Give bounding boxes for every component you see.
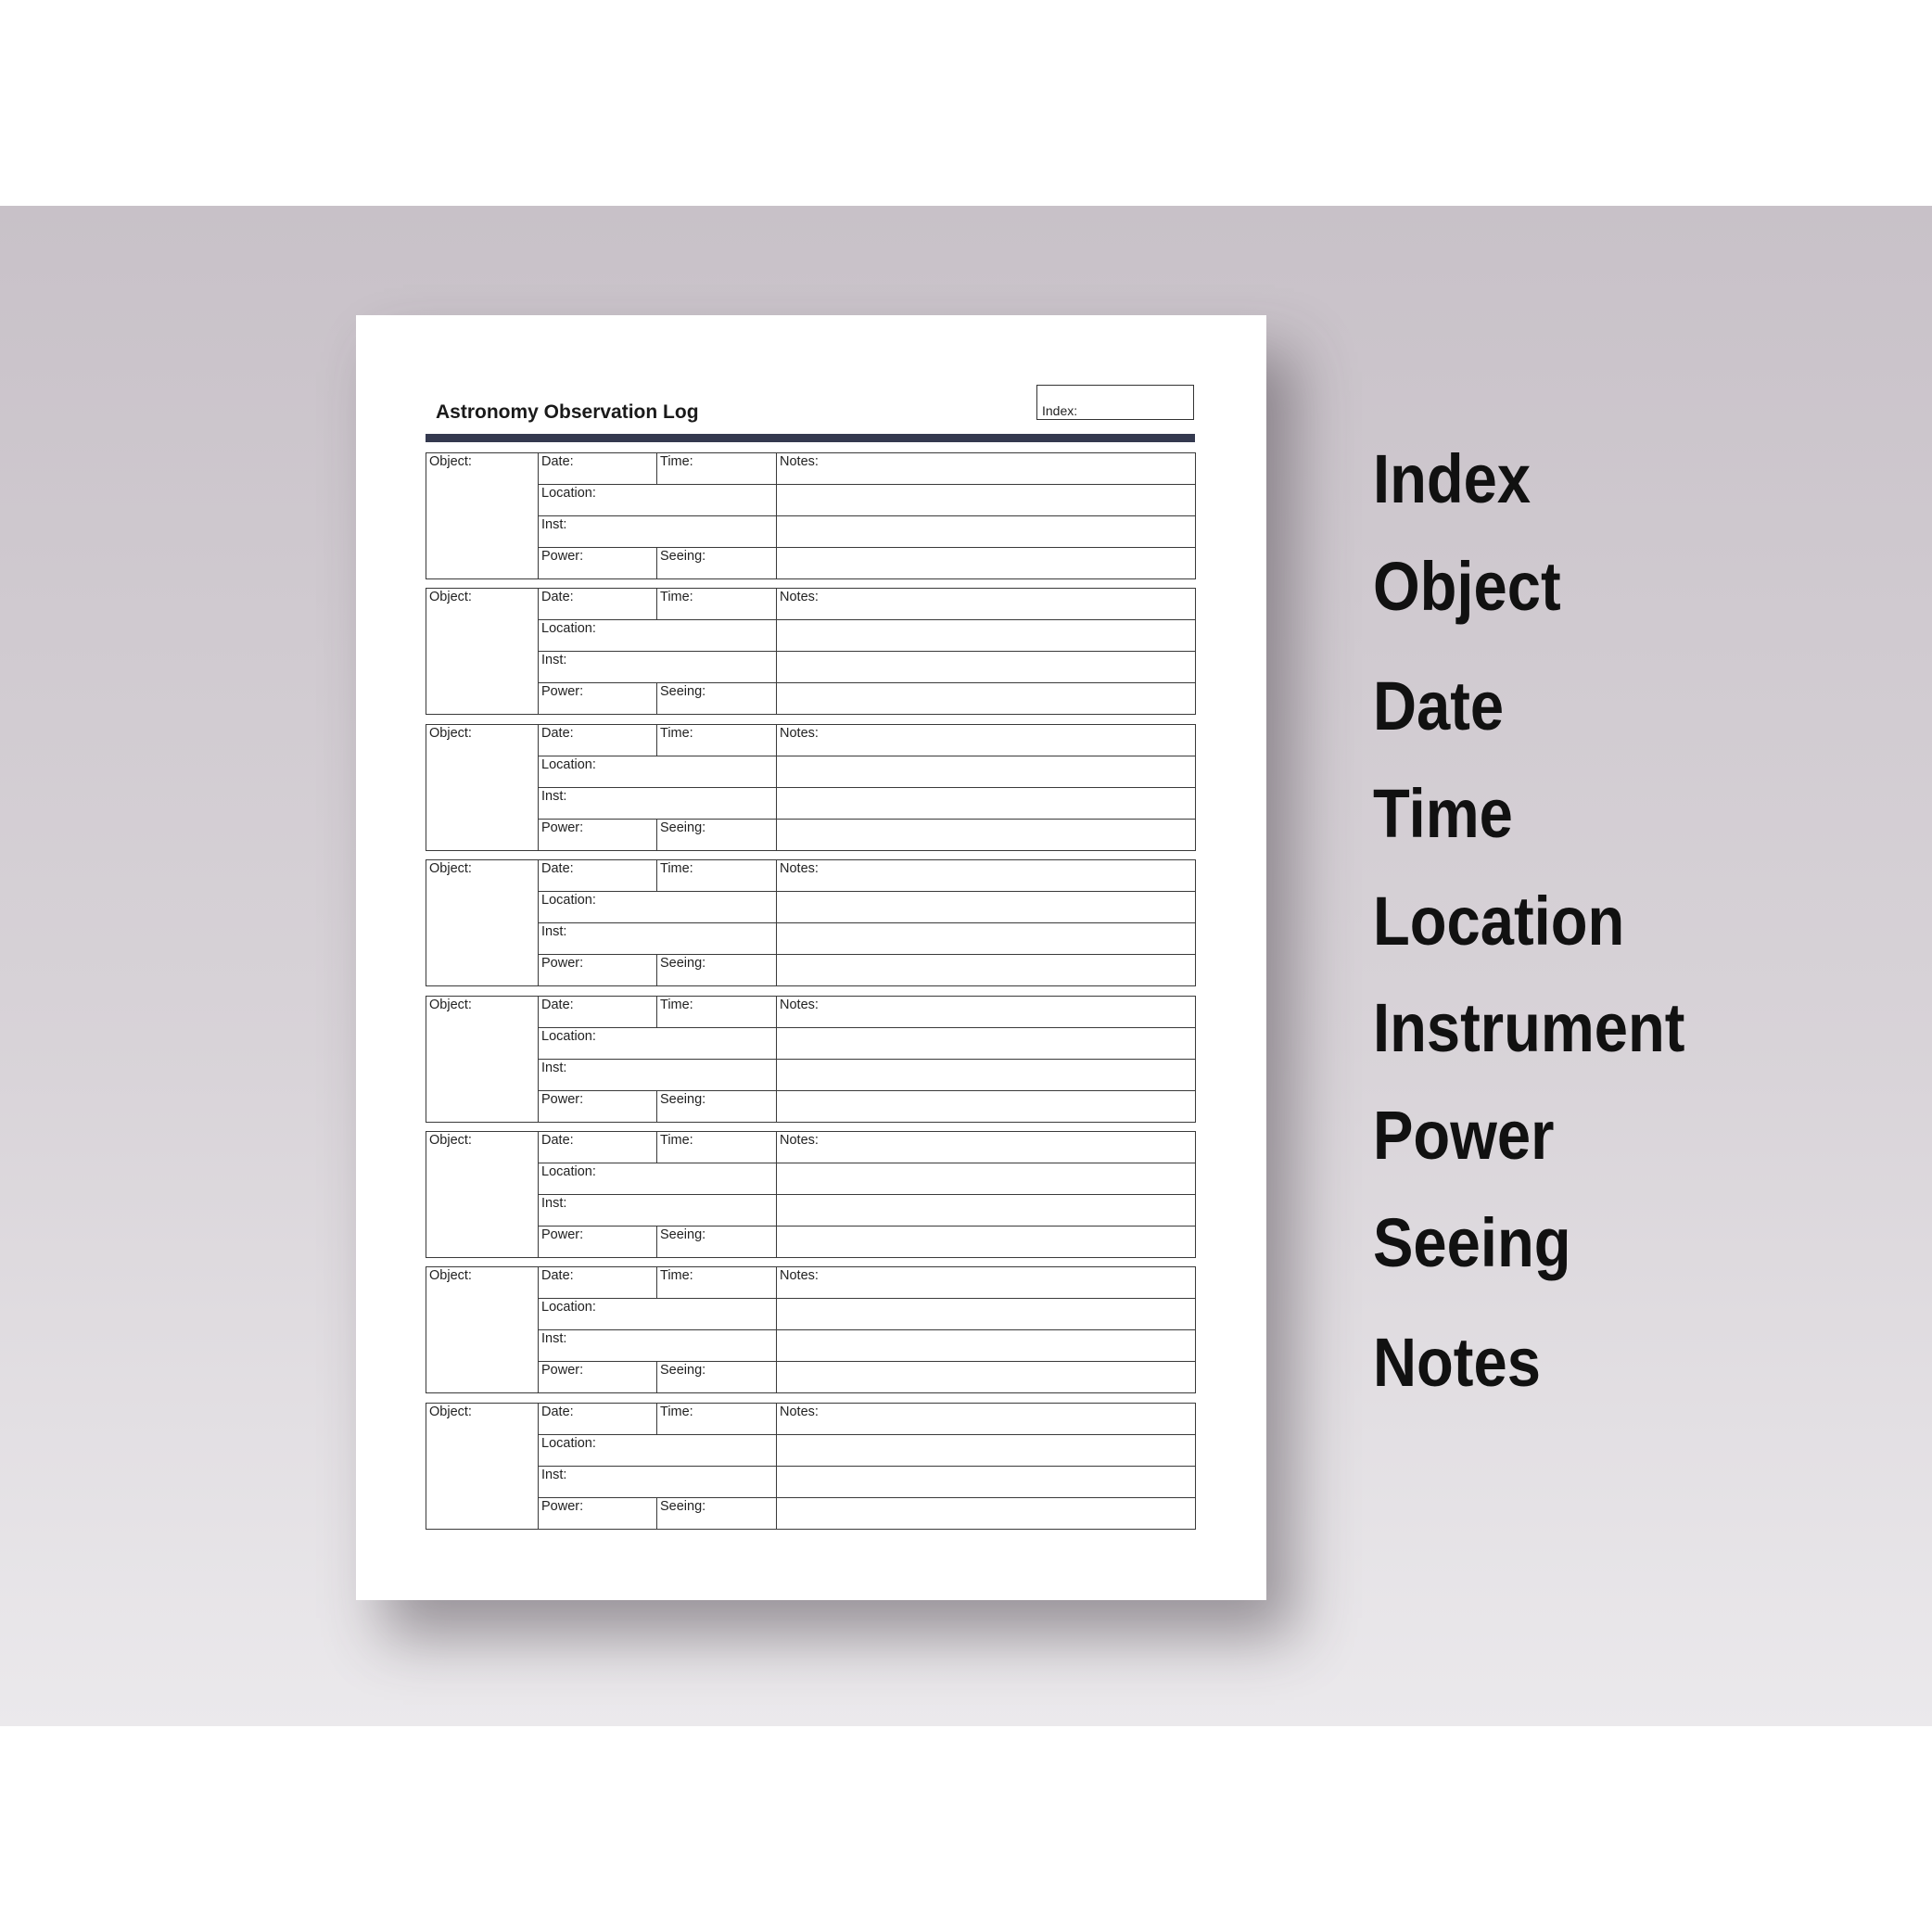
document-title: Astronomy Observation Log <box>436 401 699 423</box>
time-cell[interactable]: Time: <box>657 1131 777 1163</box>
date-cell[interactable]: Date: <box>539 1267 657 1299</box>
date-cell[interactable]: Date: <box>539 1403 657 1434</box>
log-sheet <box>356 315 1266 1600</box>
notes-line[interactable] <box>777 955 1196 986</box>
power-cell[interactable]: Power: <box>539 1226 657 1257</box>
object-cell[interactable]: Object: <box>426 724 539 850</box>
notes-line[interactable] <box>777 892 1196 923</box>
seeing-cell[interactable]: Seeing: <box>657 819 777 850</box>
instrument-cell[interactable]: Inst: <box>539 1466 777 1497</box>
date-cell[interactable]: Date: <box>539 724 657 756</box>
feature-label: Object <box>1373 548 1561 625</box>
date-cell[interactable]: Date: <box>539 453 657 485</box>
location-cell[interactable]: Location: <box>539 1434 777 1466</box>
power-cell[interactable]: Power: <box>539 819 657 850</box>
feature-label: Instrument <box>1373 989 1685 1066</box>
date-cell[interactable]: Date: <box>539 996 657 1027</box>
notes-cell[interactable]: Notes: <box>777 996 1196 1027</box>
instrument-cell[interactable]: Inst: <box>539 923 777 955</box>
notes-line[interactable] <box>777 1362 1196 1393</box>
notes-line[interactable] <box>777 683 1196 715</box>
notes-line[interactable] <box>777 787 1196 819</box>
notes-line[interactable] <box>777 1163 1196 1194</box>
power-cell[interactable]: Power: <box>539 683 657 715</box>
power-cell[interactable]: Power: <box>539 955 657 986</box>
time-cell[interactable]: Time: <box>657 860 777 892</box>
notes-line[interactable] <box>777 1090 1196 1122</box>
notes-cell[interactable]: Notes: <box>777 724 1196 756</box>
notes-line[interactable] <box>777 1059 1196 1090</box>
power-cell[interactable]: Power: <box>539 548 657 579</box>
power-cell[interactable]: Power: <box>539 1362 657 1393</box>
observation-entry <box>426 859 1195 986</box>
feature-label: Notes <box>1373 1324 1541 1401</box>
notes-line[interactable] <box>777 485 1196 516</box>
notes-line[interactable] <box>777 1497 1196 1529</box>
object-cell[interactable]: Object: <box>426 453 539 579</box>
time-cell[interactable]: Time: <box>657 996 777 1027</box>
notes-line[interactable] <box>777 1226 1196 1257</box>
location-cell[interactable]: Location: <box>539 620 777 652</box>
observation-entry <box>426 452 1195 579</box>
feature-label: Seeing <box>1373 1204 1571 1281</box>
notes-line[interactable] <box>777 1027 1196 1059</box>
notes-cell[interactable]: Notes: <box>777 860 1196 892</box>
seeing-cell[interactable]: Seeing: <box>657 1226 777 1257</box>
location-cell[interactable]: Location: <box>539 1299 777 1330</box>
notes-line[interactable] <box>777 756 1196 787</box>
notes-cell[interactable]: Notes: <box>777 453 1196 485</box>
feature-label: Location <box>1373 883 1625 960</box>
date-cell[interactable]: Date: <box>539 589 657 620</box>
notes-line[interactable] <box>777 1194 1196 1226</box>
notes-line[interactable] <box>777 1466 1196 1497</box>
notes-cell[interactable]: Notes: <box>777 1403 1196 1434</box>
object-cell[interactable]: Object: <box>426 1267 539 1393</box>
seeing-cell[interactable]: Seeing: <box>657 1497 777 1529</box>
instrument-cell[interactable]: Inst: <box>539 787 777 819</box>
notes-line[interactable] <box>777 1299 1196 1330</box>
observation-entry <box>426 1266 1195 1393</box>
date-cell[interactable]: Date: <box>539 1131 657 1163</box>
notes-line[interactable] <box>777 652 1196 683</box>
instrument-cell[interactable]: Inst: <box>539 652 777 683</box>
object-cell[interactable]: Object: <box>426 589 539 715</box>
time-cell[interactable]: Time: <box>657 724 777 756</box>
time-cell[interactable]: Time: <box>657 453 777 485</box>
location-cell[interactable]: Location: <box>539 485 777 516</box>
observation-entries <box>426 452 1195 1538</box>
notes-cell[interactable]: Notes: <box>777 1267 1196 1299</box>
observation-entry <box>426 588 1195 715</box>
observation-entry <box>426 1131 1195 1258</box>
seeing-cell[interactable]: Seeing: <box>657 1090 777 1122</box>
power-cell[interactable]: Power: <box>539 1497 657 1529</box>
location-cell[interactable]: Location: <box>539 892 777 923</box>
index-label: Index: <box>1042 403 1078 418</box>
instrument-cell[interactable]: Inst: <box>539 1194 777 1226</box>
time-cell[interactable]: Time: <box>657 589 777 620</box>
time-cell[interactable]: Time: <box>657 1267 777 1299</box>
notes-line[interactable] <box>777 819 1196 850</box>
seeing-cell[interactable]: Seeing: <box>657 683 777 715</box>
feature-label: Date <box>1373 667 1505 744</box>
title-divider <box>426 434 1195 442</box>
notes-line[interactable] <box>777 620 1196 652</box>
date-cell[interactable]: Date: <box>539 860 657 892</box>
notes-line[interactable] <box>777 548 1196 579</box>
power-cell[interactable]: Power: <box>539 1090 657 1122</box>
feature-label: Index <box>1373 440 1532 517</box>
instrument-cell[interactable]: Inst: <box>539 516 777 548</box>
feature-label: Time <box>1373 775 1513 852</box>
object-cell[interactable]: Object: <box>426 1403 539 1529</box>
location-cell[interactable]: Location: <box>539 756 777 787</box>
notes-line[interactable] <box>777 1434 1196 1466</box>
notes-line[interactable] <box>777 1330 1196 1362</box>
notes-cell[interactable]: Notes: <box>777 589 1196 620</box>
notes-line[interactable] <box>777 516 1196 548</box>
object-cell[interactable]: Object: <box>426 860 539 986</box>
notes-cell[interactable]: Notes: <box>777 1131 1196 1163</box>
time-cell[interactable]: Time: <box>657 1403 777 1434</box>
location-cell[interactable]: Location: <box>539 1163 777 1194</box>
object-cell[interactable]: Object: <box>426 996 539 1122</box>
observation-entry <box>426 996 1195 1123</box>
instrument-cell[interactable]: Inst: <box>539 1330 777 1362</box>
feature-label: Power <box>1373 1097 1555 1174</box>
index-field[interactable] <box>1036 385 1194 420</box>
instrument-cell[interactable]: Inst: <box>539 1059 777 1090</box>
object-cell[interactable]: Object: <box>426 1131 539 1257</box>
observation-entry <box>426 724 1195 851</box>
seeing-cell[interactable]: Seeing: <box>657 1362 777 1393</box>
observation-entry <box>426 1403 1195 1530</box>
seeing-cell[interactable]: Seeing: <box>657 548 777 579</box>
seeing-cell[interactable]: Seeing: <box>657 955 777 986</box>
notes-line[interactable] <box>777 923 1196 955</box>
location-cell[interactable]: Location: <box>539 1027 777 1059</box>
